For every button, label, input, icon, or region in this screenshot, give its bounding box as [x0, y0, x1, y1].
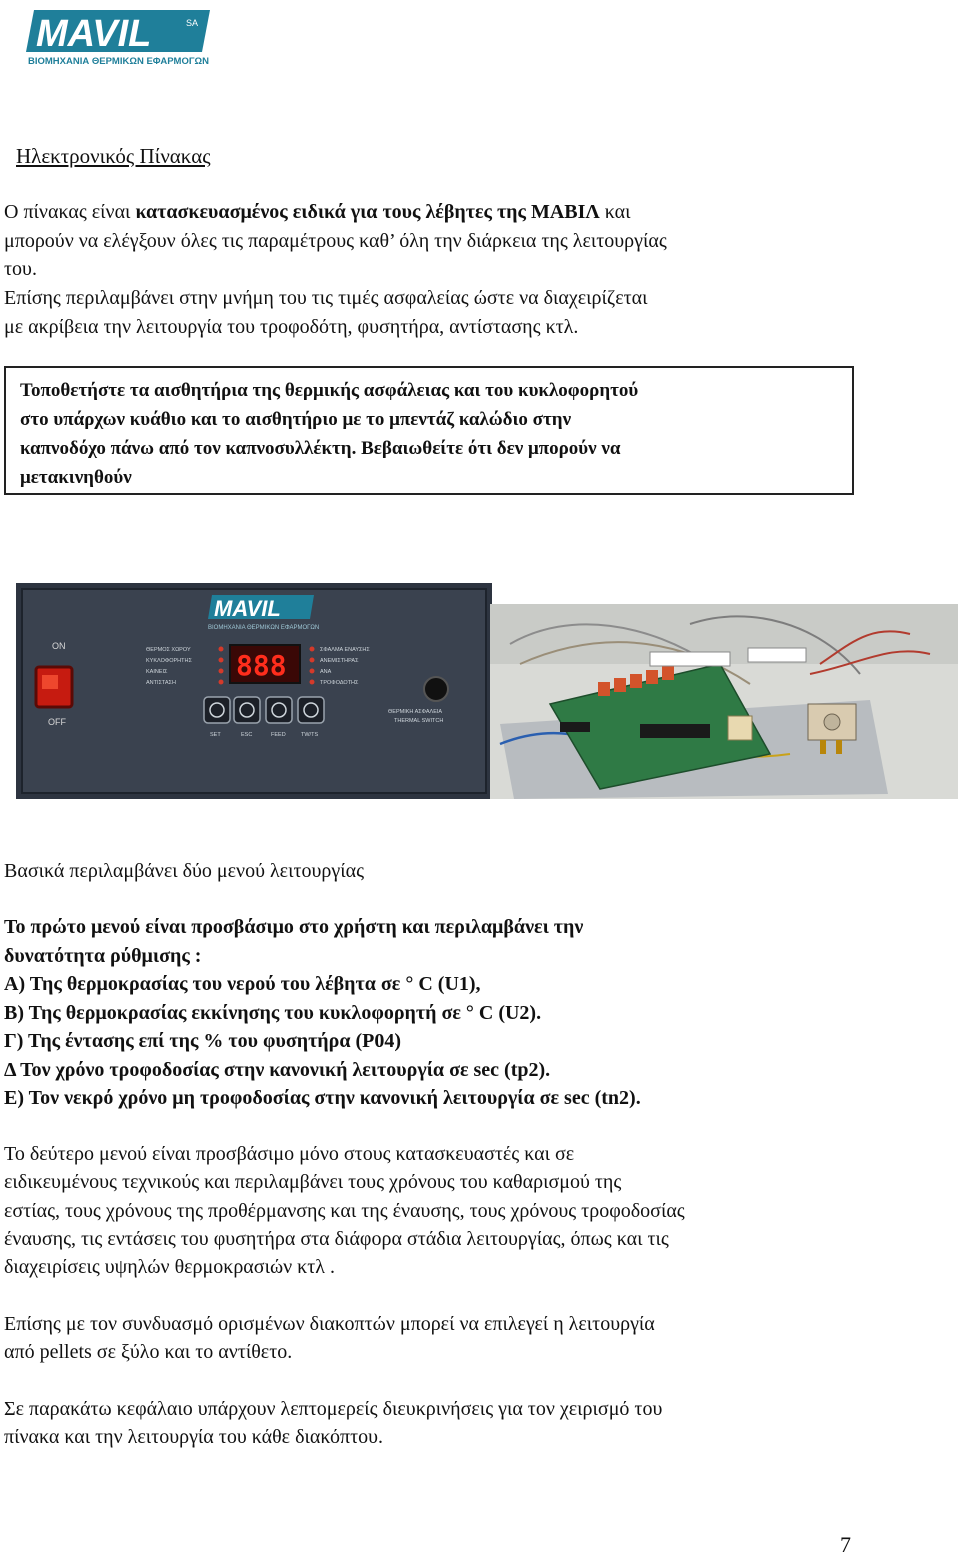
thermal-switch-knob: [424, 677, 448, 701]
thermal-switch-label: ΘΕΡΜΙΚΗ ΑΣΦΑΛΕΙΑ: [388, 709, 443, 715]
panel-left-label: ΑΝΤΙΣΤΑΣΗ: [146, 680, 176, 686]
stop-button: [234, 697, 260, 723]
minus-button: [298, 697, 324, 723]
menu1-item-e: Ε) Τον νεκρό χρόνο μη τροφοδοσίας στην κανονική λειτουργία σε sec (tn2).: [4, 1087, 641, 1109]
warning-line-1: Τοποθετήστε τα αισθητήρια της θερμικής ασφάλειας και του κυκλοφορητού: [20, 380, 639, 401]
control-panel-photo: [16, 583, 492, 799]
menu2-line-3: εστίας, τους χρόνους της προθέρμανσης και της έναυσης, τους χρόνους τροφοδοσίας: [4, 1200, 685, 1222]
circuit-board-photo: [490, 604, 958, 799]
menu1-line-1: Το πρώτο μενού είναι προσβάσιμο στο χρήστη και περιλαμβάνει την: [4, 916, 584, 938]
panel-right-label: ΣΦΑΛΜΑ ΕΝΑΥΣΗΣ: [320, 647, 370, 653]
warning-line-4: μετακινηθούν: [20, 467, 132, 488]
next-line-1: Σε παρακάτω κεφάλαιο υπάρχουν λεπτομερείς διευκρινήσεις για τον χειρισμό του: [4, 1398, 663, 1420]
menu2-line-5: διαχειρίσεις υψηλών θερμοκρασιών κτλ .: [4, 1256, 335, 1278]
panel-left-label: ΘΕΡΜΟΣ ΧΩΡΟΥ: [146, 647, 191, 653]
warning-line-2: στο υπάρχων κυάθιο και το αισθητήριο με το μπεντάζ καλώδιο στην: [20, 409, 572, 430]
panel-left-label: ΚΥΚΛΟΦΟΡΗΤΗΣ: [146, 658, 192, 664]
intro-text: Ο πίνακας είναι: [4, 201, 136, 223]
menu1-item-b: Β) Της θερμοκρασίας εκκίνησης του κυκλοφορητή σε ° C (U2).: [4, 1002, 542, 1024]
button-label: TW/TS: [301, 732, 319, 738]
intro-bold-text: κατασκευασμένος ειδικά για τους λέβητες της ΜΑΒΙΛ: [135, 201, 600, 223]
led-digits: 888: [236, 649, 287, 682]
intro-line-1: [4, 198, 631, 226]
menu2-line-1: Το δεύτερο μενού είναι προσβάσιμο μόνο στους κατασκευαστές και σε: [4, 1143, 575, 1165]
menu1-item-a: Α) Της θερμοκρασίας του νερού του λέβητα σε ° C (U1),: [4, 973, 481, 995]
mavil-logo: [26, 6, 210, 68]
on-label: ON: [52, 641, 66, 651]
menu2-line-2: ειδικευμένους τεχνικούς και περιλαμβάνει τους χρόνους του καθαρισμού της: [4, 1171, 622, 1193]
button-label: SET: [210, 732, 221, 738]
logo-suffix: SA: [186, 18, 199, 28]
button-label: FEED: [271, 732, 286, 738]
intro-line-3: του.: [4, 258, 37, 280]
menus-intro-line: Βασικά περιλαμβάνει δύο μενού λειτουργίας: [4, 860, 364, 882]
warning-box: [4, 366, 854, 495]
combo-line-2: από pellets σε ξύλο και το αντίθετο.: [4, 1341, 293, 1363]
intro-text-end: και: [599, 201, 631, 223]
intro-line-2: μπορούν να ελέγξουν όλες τις παραμέτρους καθ’ όλη την διάρκεια της λειτουργίας: [4, 230, 667, 252]
combo-line-1: Επίσης με τον συνδυασμό ορισμένων διακοπτών μπορεί να επιλεγεί η λειτουργία: [4, 1313, 655, 1335]
section-heading: Ηλεκτρονικός Πίνακας: [16, 144, 211, 168]
panel-brand: MAVIL: [214, 596, 281, 621]
start-button: [204, 697, 230, 723]
logo-brand: MAVIL: [36, 13, 152, 55]
panel-left-label: ΚΑΙΝΕΙΣ: [146, 669, 168, 675]
warning-line-3: καπνοδόχο πάνω από τον καπνοσυλλέκτη. Βεβαιωθείτε ότι δεν μπορούν να: [20, 438, 621, 459]
plus-button: [266, 697, 292, 723]
button-label: ESC: [241, 732, 253, 738]
logo-tagline: ΒΙΟΜΗΧΑΝΙΑ ΘΕΡΜΙΚΩΝ ΕΦΑΡΜΟΓΩΝ: [28, 56, 210, 67]
intro-line-4: Επίσης περιλαμβάνει στην μνήμη του τις τιμές ασφαλείας ώστε να διαχειρίζεται: [4, 287, 648, 309]
page-number: 7: [840, 1532, 851, 1557]
panel-right-label: ΤΡΟΦΟΔΟΤΗΣ: [320, 680, 359, 686]
off-label: OFF: [48, 717, 66, 727]
thermal-switch-label-en: THERMAL SWITCH: [394, 718, 444, 724]
next-line-2: πίνακα και την λειτουργία του κάθε διακόπτου.: [4, 1426, 384, 1448]
menu1-line-2: δυνατότητα ρύθμισης :: [4, 945, 202, 967]
intro-line-5: με ακρίβεια την λειτουργία του τροφοδότη, φυσητήρα, αντίστασης κτλ.: [4, 316, 579, 338]
panel-tagline: ΒΙΟΜΗΧΑΝΙΑ ΘΕΡΜΙΚΩΝ ΕΦΑΡΜΟΓΩΝ: [208, 625, 320, 631]
panel-right-label: ΑΝΑ: [320, 669, 332, 675]
panel-right-label: ΑΝΕΜΙΣΤΗΡΑΣ: [320, 658, 359, 664]
menu2-line-4: έναυσης, τις εντάσεις του φυσητήρα στα διάφορα στάδια λειτουργίας, όπως και τις: [4, 1228, 669, 1250]
menu1-item-c: Γ) Της έντασης επί της % του φυσητήρα (P04): [4, 1030, 402, 1052]
menu1-item-d: Δ Τον χρόνο τροφοδοσίας στην κανονική λειτουργία σε sec (tp2).: [4, 1059, 551, 1081]
